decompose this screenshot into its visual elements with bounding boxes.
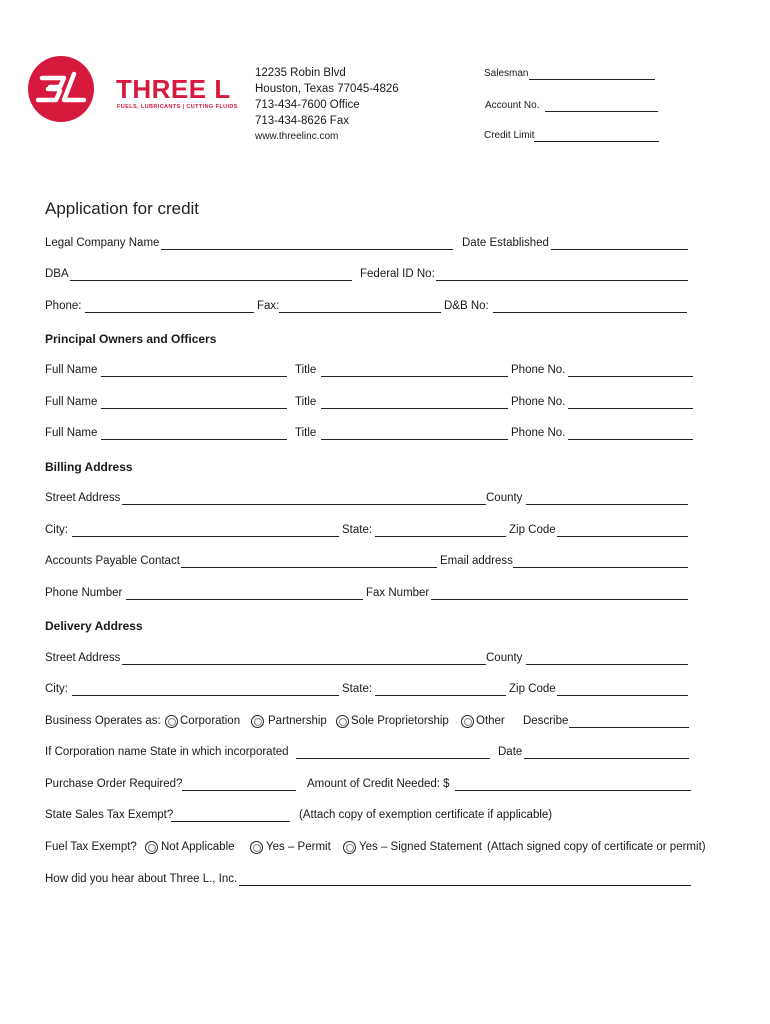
billing-city-blank[interactable] xyxy=(72,536,339,537)
delivery-state-label: State: xyxy=(342,683,373,695)
company-row-3 xyxy=(45,300,695,316)
po-blank[interactable] xyxy=(182,790,296,791)
logo-tagline: FUELS, LUBRICANTS | CUTTING FLUIDS xyxy=(117,104,238,110)
delivery-city-label: City: xyxy=(45,683,68,695)
fax-blank[interactable] xyxy=(279,312,441,313)
incorporation-date-label: Date xyxy=(498,746,523,758)
logo-monogram-icon xyxy=(28,56,94,122)
principal-phone-label: Phone No. xyxy=(511,364,566,376)
incorporation-date-blank[interactable] xyxy=(524,758,689,759)
company-logo xyxy=(28,56,94,122)
referral-blank[interactable] xyxy=(239,885,691,886)
delivery-street-blank[interactable] xyxy=(122,664,486,665)
billing-row-2 xyxy=(45,524,705,540)
delivery-county-label: County xyxy=(486,652,523,664)
principal-row-2 xyxy=(45,396,705,412)
billing-street-label: Street Address xyxy=(45,492,121,504)
principal-title-blank[interactable] xyxy=(321,439,508,440)
fax-label: Fax: xyxy=(257,300,280,312)
other-radio[interactable] xyxy=(461,715,474,728)
legal-name-label: Legal Company Name xyxy=(45,237,160,249)
dba-label: DBA xyxy=(45,268,69,280)
describe-blank[interactable] xyxy=(569,727,689,728)
delivery-street-label: Street Address xyxy=(45,652,121,664)
principal-row-1 xyxy=(45,364,705,380)
logo-name: THREE L xyxy=(116,74,231,104)
dnb-blank[interactable] xyxy=(493,312,687,313)
not-applicable-radio[interactable] xyxy=(145,841,158,854)
delivery-zip-blank[interactable] xyxy=(557,695,688,696)
delivery-zip-label: Zip Code xyxy=(509,683,556,695)
principal-name-label: Full Name xyxy=(45,427,98,439)
incorporation-state-blank[interactable] xyxy=(296,758,490,759)
account-field xyxy=(485,100,539,111)
email-blank[interactable] xyxy=(513,567,688,568)
billing-heading: Billing Address xyxy=(45,460,133,474)
principal-phone-blank[interactable] xyxy=(568,376,693,377)
delivery-state-blank[interactable] xyxy=(375,695,506,696)
billing-zip-label: Zip Code xyxy=(509,524,556,536)
po-row xyxy=(45,778,705,794)
dnb-label: D&B No: xyxy=(444,300,489,312)
principals-heading: Principal Owners and Officers xyxy=(45,332,217,346)
incorporation-row xyxy=(45,746,705,762)
company-row-2 xyxy=(45,268,695,284)
salesman-field xyxy=(484,68,528,79)
principal-name-blank[interactable] xyxy=(101,439,287,440)
principal-phone-blank[interactable] xyxy=(568,439,693,440)
tax-row xyxy=(45,809,705,825)
partnership-option-label: Partnership xyxy=(268,715,327,727)
principal-phone-blank[interactable] xyxy=(568,408,693,409)
ap-contact-label: Accounts Payable Contact xyxy=(45,555,180,567)
phone-label: Phone: xyxy=(45,300,82,312)
address-fax: 713-434-8626 Fax xyxy=(255,115,349,127)
address-office-phone: 713-434-7600 Office xyxy=(255,99,360,111)
delivery-row-2 xyxy=(45,683,705,699)
delivery-county-blank[interactable] xyxy=(526,664,688,665)
yes-permit-option-label: Yes – Permit xyxy=(266,841,331,853)
email-label: Email address xyxy=(440,555,513,567)
principal-name-blank[interactable] xyxy=(101,376,287,377)
delivery-heading: Delivery Address xyxy=(45,619,143,633)
billing-phone-blank[interactable] xyxy=(126,599,363,600)
po-label: Purchase Order Required? xyxy=(45,778,183,790)
principal-name-label: Full Name xyxy=(45,396,98,408)
fuel-tax-row xyxy=(45,841,725,857)
partnership-radio[interactable] xyxy=(251,715,264,728)
billing-fax-label: Fax Number xyxy=(366,587,430,599)
corporation-radio[interactable] xyxy=(165,715,178,728)
sole-proprietorship-radio[interactable] xyxy=(336,715,349,728)
date-established-label: Date Established xyxy=(462,237,549,249)
address-street: 12235 Robin Blvd xyxy=(255,67,346,79)
delivery-city-blank[interactable] xyxy=(72,695,339,696)
business-row xyxy=(45,715,705,731)
principal-title-label: Title xyxy=(295,364,317,376)
not-applicable-option-label: Not Applicable xyxy=(161,841,235,853)
date-established-blank[interactable] xyxy=(551,249,688,250)
describe-label: Describe xyxy=(523,715,569,727)
billing-street-blank[interactable] xyxy=(122,504,486,505)
billing-city-label: City: xyxy=(45,524,68,536)
billing-phone-label: Phone Number xyxy=(45,587,123,599)
salesman-label: Salesman xyxy=(484,68,529,79)
principal-name-blank[interactable] xyxy=(101,408,287,409)
phone-blank[interactable] xyxy=(85,312,254,313)
federal-id-label: Federal ID No: xyxy=(360,268,435,280)
principal-name-label: Full Name xyxy=(45,364,98,376)
credit-limit-field xyxy=(484,130,535,141)
billing-county-blank[interactable] xyxy=(526,504,688,505)
company-row-1 xyxy=(45,237,695,253)
billing-fax-blank[interactable] xyxy=(431,599,688,600)
billing-row-1 xyxy=(45,492,705,508)
principal-title-blank[interactable] xyxy=(321,376,508,377)
address-website: www.threelinc.com xyxy=(255,131,339,142)
dba-blank[interactable] xyxy=(70,280,352,281)
credit-limit-label: Credit Limit xyxy=(484,130,535,141)
address-city: Houston, Texas 77045-4826 xyxy=(255,83,399,95)
ap-contact-blank[interactable] xyxy=(181,567,437,568)
account-blank[interactable] xyxy=(545,111,658,112)
billing-county-label: County xyxy=(486,492,523,504)
fuel-tax-note: (Attach signed copy of certificate or permit) xyxy=(487,841,706,853)
fuel-tax-label: Fuel Tax Exempt? xyxy=(45,841,137,853)
yes-permit-radio[interactable] xyxy=(250,841,263,854)
sole-proprietorship-option-label: Sole Proprietorship xyxy=(351,715,449,727)
corporation-option-label: Corporation xyxy=(180,715,241,727)
legal-name-blank[interactable] xyxy=(161,249,453,250)
principal-phone-label: Phone No. xyxy=(511,396,566,408)
credit-amount-label: Amount of Credit Needed: $ xyxy=(307,778,450,790)
salesman-blank[interactable] xyxy=(529,79,655,80)
page-title: Application for credit xyxy=(45,199,200,218)
principal-title-label: Title xyxy=(295,396,317,408)
principal-row-3 xyxy=(45,427,705,443)
tax-exempt-note: (Attach copy of exemption certificate if applicable) xyxy=(299,809,553,821)
credit-amount-blank[interactable] xyxy=(455,790,691,791)
incorporation-label: If Corporation name State in which incorporated xyxy=(45,746,289,758)
yes-signed-statement-radio[interactable] xyxy=(343,841,356,854)
account-label: Account No. xyxy=(485,100,540,111)
referral-label: How did you hear about Three L., Inc. xyxy=(45,873,238,885)
principal-title-blank[interactable] xyxy=(321,408,508,409)
referral-row xyxy=(45,873,705,889)
yes-signed-statement-option-label: Yes – Signed Statement xyxy=(359,841,482,853)
billing-state-label: State: xyxy=(342,524,373,536)
business-label: Business Operates as: xyxy=(45,715,161,727)
billing-state-blank[interactable] xyxy=(375,536,506,537)
federal-id-blank[interactable] xyxy=(436,280,688,281)
credit-limit-blank[interactable] xyxy=(534,141,659,142)
other-option-label: Other xyxy=(476,715,505,727)
billing-zip-blank[interactable] xyxy=(557,536,688,537)
delivery-row-1 xyxy=(45,652,705,668)
billing-row-4 xyxy=(45,587,705,603)
tax-exempt-blank[interactable] xyxy=(171,821,290,822)
billing-row-3 xyxy=(45,555,705,571)
principal-title-label: Title xyxy=(295,427,317,439)
principal-phone-label: Phone No. xyxy=(511,427,566,439)
tax-exempt-label: State Sales Tax Exempt? xyxy=(45,809,174,821)
